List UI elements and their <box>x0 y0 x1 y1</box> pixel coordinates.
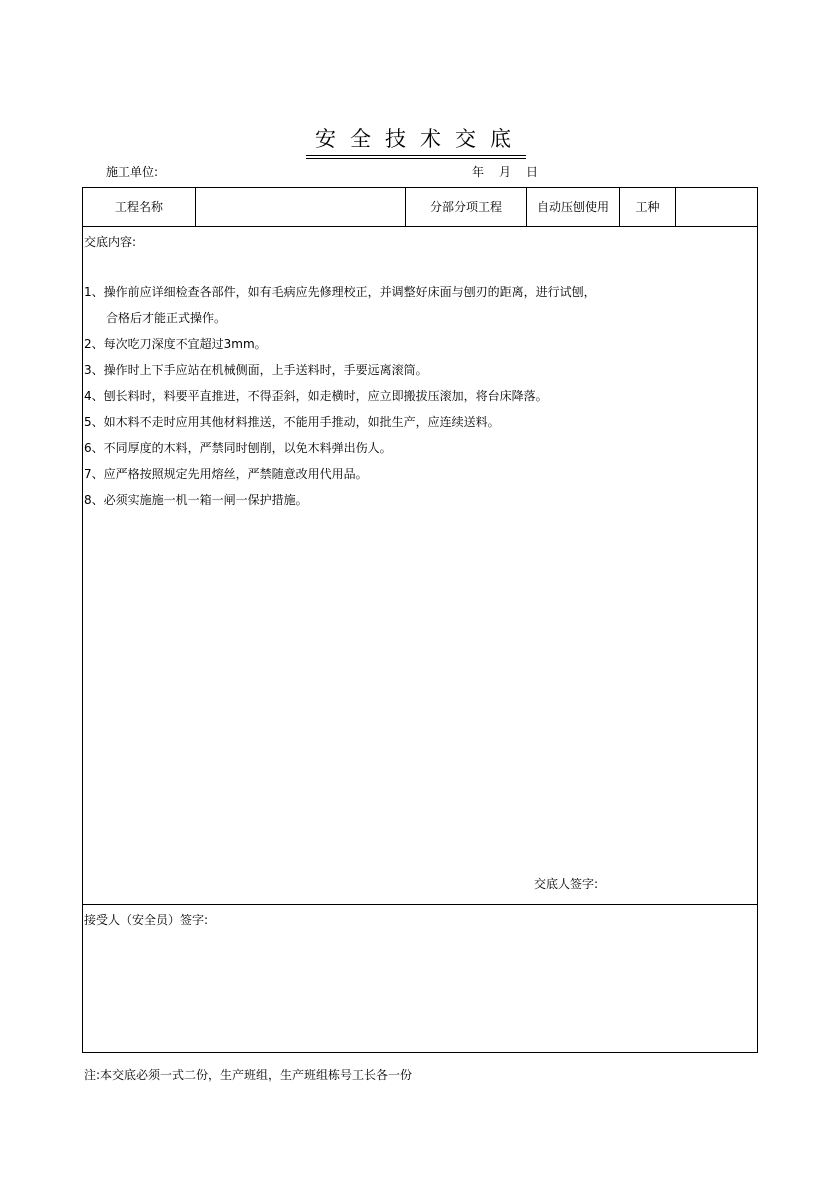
receiver-signature-label: 接受人（安全员）签字: <box>84 913 209 927</box>
content-bottom-line <box>82 904 758 905</box>
header-row-bottom-line <box>82 226 758 227</box>
date-day-label: 日 <box>526 165 539 179</box>
signer-signature-label: 交底人签字: <box>534 877 599 891</box>
content-item-2: 2、每次吃刀深度不宜超过3mm。 <box>84 337 267 351</box>
sub-project-value: 自动压刨使用 <box>536 200 609 214</box>
project-name-label: 工程名称 <box>114 200 163 214</box>
trade-label: 工种 <box>635 200 660 214</box>
title-underline-second <box>306 158 526 159</box>
content-item-1-continued: 合格后才能正式操作。 <box>106 311 227 325</box>
title-underline <box>306 155 526 156</box>
content-item-4: 4、刨长料时，料要平直推进，不得歪斜，如走横时，应立即搬拔压滚加，将台床降落。 <box>84 389 548 403</box>
construction-unit-label: 施工单位: <box>106 165 159 179</box>
content-item-8: 8、必须实施施一机一箱一闸一保护措施。 <box>84 493 308 507</box>
document-title: 安全技术交底 <box>315 127 525 151</box>
content-item-3: 3、操作时上下手应站在机械侧面，上手送料时，手要远离滚筒。 <box>84 363 428 377</box>
sub-project-label: 分部分项工程 <box>429 200 502 214</box>
content-item-1: 1、操作前应详细检查各部件，如有毛病应先修理校正，并调整好床面与刨刃的距离，进行试刨， <box>84 285 596 299</box>
date-year-label: 年 <box>472 165 485 179</box>
trade-field[interactable] <box>676 188 757 226</box>
content-heading: 交底内容: <box>84 235 137 249</box>
content-item-5: 5、如木料不走时应用其他材料推送，不能用手推动，如批生产，应连续送料。 <box>84 415 500 429</box>
date-month-label: 月 <box>499 165 512 179</box>
content-item-7: 7、应严格按照规定先用熔丝，严禁随意改用代用品。 <box>84 467 368 481</box>
footer-note: 注:本交底必须一式二份，生产班组，生产班组栋号工长各一份 <box>84 1068 413 1082</box>
project-name-field[interactable] <box>196 188 405 226</box>
content-item-6: 6、不同厚度的木料，严禁同时刨削，以免木料弹出伤人。 <box>84 441 392 455</box>
